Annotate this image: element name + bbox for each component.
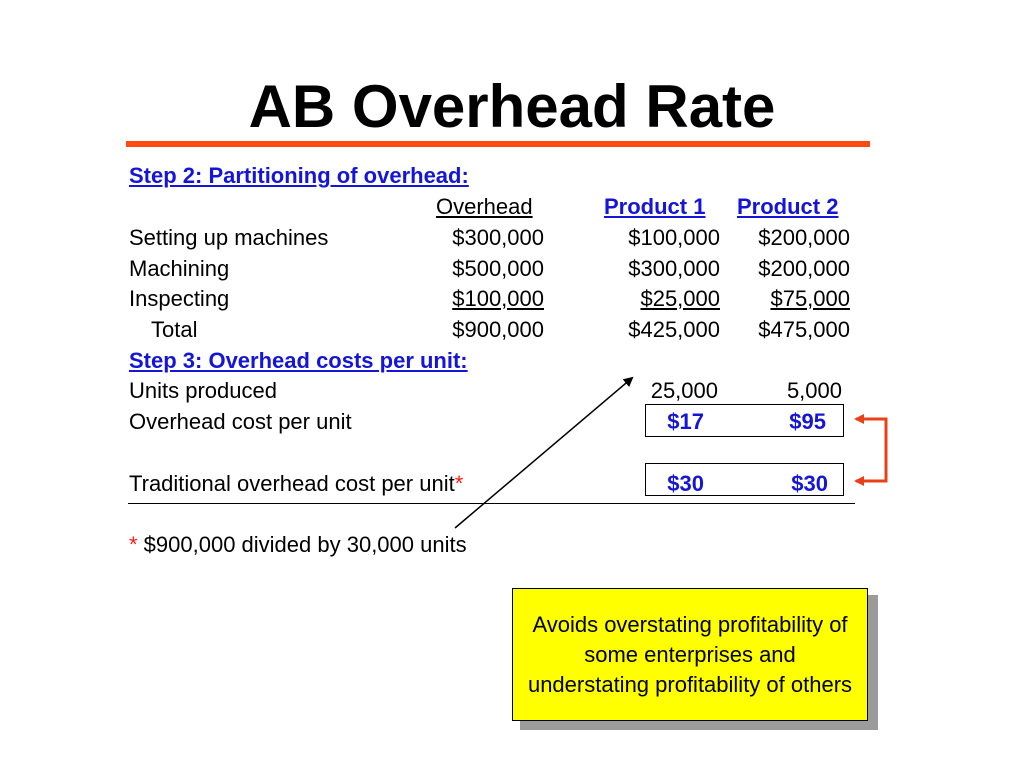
- units-produced-product1: 25,000: [650, 378, 718, 403]
- row-setup-product2: $200,000: [758, 225, 850, 250]
- traditional-cost-label-text: Traditional overhead cost per unit: [129, 471, 455, 496]
- ab-cost-product2: $95: [789, 409, 826, 434]
- row-machining-product1: $300,000: [628, 256, 720, 281]
- row-inspecting-overhead: $100,000: [452, 286, 544, 311]
- ab-cost-product1: $17: [667, 409, 704, 434]
- row-label-setup: Setting up machines: [129, 225, 329, 250]
- row-total-product1: $425,000: [628, 317, 720, 342]
- comparison-bracket-arrow-bottom: [856, 440, 886, 481]
- traditional-cost-asterisk: *: [454, 471, 464, 496]
- row-setup-product1: $100,000: [628, 225, 720, 250]
- callout-text: Avoids overstating profitability of some enterprises and understating profitability of others: [527, 611, 853, 697]
- row-setup-overhead: $300,000: [452, 225, 544, 250]
- row-inspecting-product2: $75,000: [770, 286, 850, 311]
- ab-cost-per-unit-label: Overhead cost per unit: [129, 409, 352, 434]
- footnote-pointer-arrow: [455, 378, 632, 528]
- footnote-asterisk: *: [129, 532, 138, 557]
- traditional-cost-product1: $30: [667, 471, 704, 496]
- row-machining-product2: $200,000: [758, 256, 850, 281]
- footnote-text: $900,000 divided by 30,000 units: [137, 532, 467, 557]
- units-produced-product2: 5,000: [786, 378, 842, 403]
- row-label-machining: Machining: [129, 256, 230, 281]
- units-produced-label: Units produced: [129, 378, 277, 403]
- row-machining-overhead: $500,000: [452, 256, 544, 281]
- slide-title: AB Overhead Rate: [248, 73, 776, 140]
- col-header-product2: Product 2: [737, 194, 839, 219]
- callout-box: [512, 588, 868, 721]
- row-label-inspecting: Inspecting: [129, 286, 230, 311]
- comparison-bracket-arrow-top: [856, 419, 886, 470]
- step3-heading: Step 3: Overhead costs per unit:: [129, 348, 468, 373]
- row-total-product2: $475,000: [758, 317, 850, 342]
- traditional-cost-product2: $30: [791, 471, 828, 496]
- col-header-product1: Product 1: [604, 194, 706, 219]
- row-inspecting-product1: $25,000: [640, 286, 720, 311]
- col-header-overhead: Overhead: [436, 194, 533, 219]
- row-total-overhead: $900,000: [452, 317, 544, 342]
- row-label-total: Total: [151, 317, 198, 342]
- step2-heading: Step 2: Partitioning of overhead:: [129, 163, 469, 188]
